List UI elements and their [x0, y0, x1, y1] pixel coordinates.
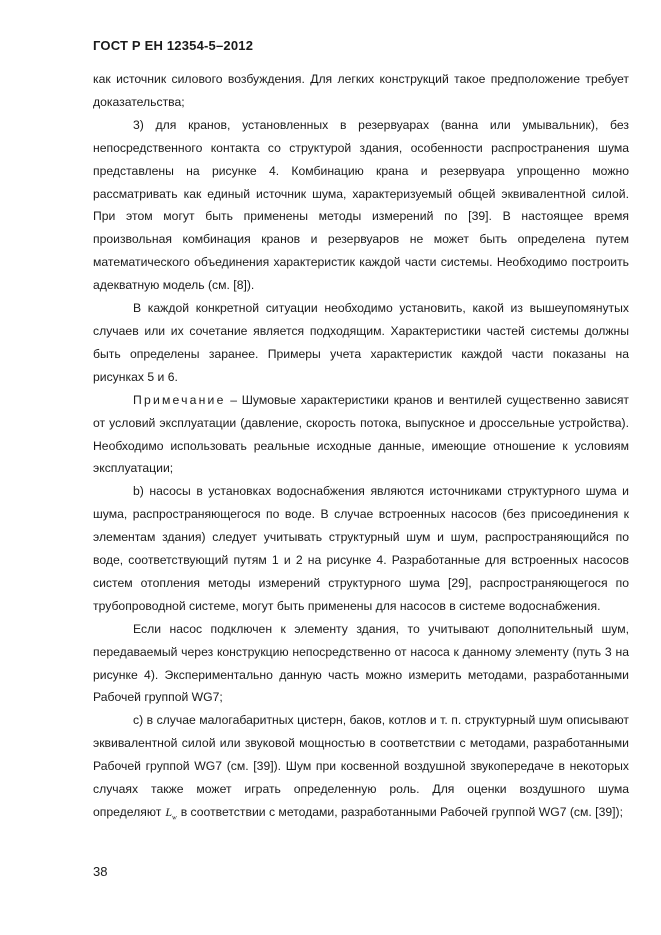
symbol-letter: L [165, 805, 173, 819]
paragraph-item-b: b) насосы в установках водоснабжения являются источниками структурного шума и шума, распространяющегося по воде. В случае встроенных насосов (без присоединения к элементам здания) следует учитывать структурный шум и шум, распространяющийся по воде, соответствующий путям 1 и 2 на рисунке 4. Разработанные для встроенных насосов систем отопления методы измерений структурного шума [29], распространяющегося по трубопроводной системе, могут быть применены для насосов в системе водоснабжения. [93, 484, 629, 613]
sound-power-symbol [165, 805, 177, 822]
paragraph-pump-connection: Если насос подключен к элементу здания, то учитывают дополнительный шум, передаваемый через конструкцию непосредственно от насоса к данному элементу (путь 3 на рисунке 4). Экспериментально данную часть можно измерить методами, разработанными Рабочей группой WG7; [93, 621, 629, 705]
paragraph-item-c-text-before: c) в случае малогабаритных цистерн, баков, котлов и т. п. структурный шум описывают эквивалентной силой или звуковой мощностью в соответствии с методами, разработанными Рабочей группой WG7 (см. [39]). Шум при косвенной воздушной звукопередаче в некоторых случаях также может играть определенную роль. Для оценки воздушного шума определяют [93, 713, 629, 819]
paragraph-item-c [93, 709, 629, 829]
paragraph-situation: В каждой конкретной ситуации необходимо установить, какой из вышеупомянутых случаев или их сочетание является подходящим. Характеристики частей системы должны быть определены заранее. Примеры учета характеристик каждой части показаны на рисунках 5 и 6. [93, 301, 629, 384]
document-body [93, 68, 629, 829]
paragraph-item-3: 3) для кранов, установленных в резервуарах (ванна или умывальник), без непосредственного контакта со структурой здания, особенности распространения шума представлены на рисунке 4. Комбинацию крана и резервуара упрощенно можно рассматривать как единый источник шума, характеризуемый общей эквивалентной силой. При этом могут быть применены методы измерений по [39]. В настоящее время произвольная комбинация кранов и резервуаров не может быть определена путем математического объединения характеристик каждой части системы. Необходимо построить адекватную модель (см. [8]). [93, 117, 629, 293]
note-text: – Шумовые характеристики кранов и вентилей существенно зависят от условий эксплуатации (давление, скорость потока, выпускное и дроссельные устройства). Необходимо использовать реальные исходные данные, имеющие отношение к условиям эксплуатации; [93, 392, 629, 476]
paragraph-continuation: как источник силового возбуждения. Для легких конструкций такое предположение требует доказательства; [93, 72, 629, 109]
note-label: Примечание [133, 392, 226, 407]
page-number: 38 [93, 864, 108, 879]
symbol-subscript: w [172, 813, 177, 822]
note-paragraph [93, 389, 629, 481]
document-header: ГОСТ Р ЕН 12354-5–2012 [93, 38, 254, 53]
paragraph-item-c-text-after: в соответствии с методами, разработанными Рабочей группой WG7 (см. [39]); [180, 805, 623, 819]
